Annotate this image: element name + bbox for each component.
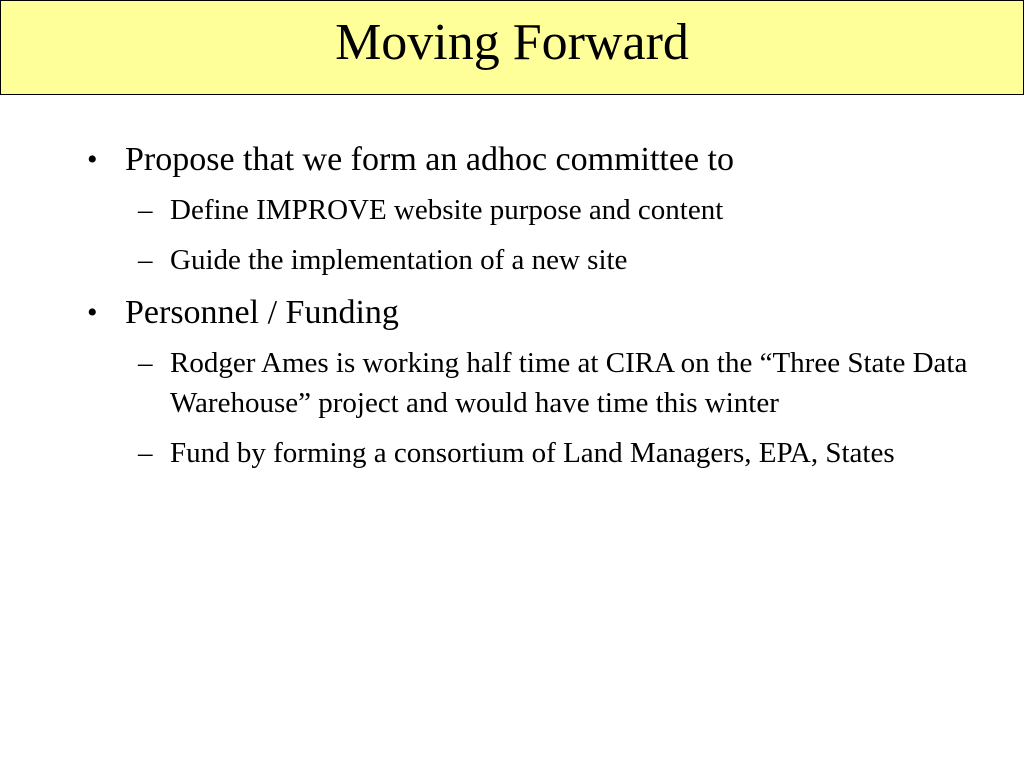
- sub-bullet-item: [138, 343, 970, 423]
- sub-bullet-marker: –: [138, 437, 153, 469]
- sub-bullet-text: Guide the implementation of a new site: [170, 244, 628, 276]
- sub-bullet-text: Define IMPROVE website purpose and content: [170, 194, 724, 226]
- sub-bullet-text: Rodger Ames is working half time at CIRA on the “Three State Data Warehouse” project and would have time this winter: [170, 347, 968, 419]
- title-bar: [0, 0, 1024, 95]
- bullet-text: Propose that we form an adhoc committee to: [125, 141, 734, 178]
- bullet-item: [87, 293, 985, 333]
- slide-title: Moving Forward: [335, 14, 689, 71]
- sub-bullet-item: [138, 190, 970, 230]
- sub-bullet-item: [138, 433, 970, 473]
- sub-bullet-marker: –: [138, 347, 153, 379]
- bullet-marker: •: [87, 296, 98, 329]
- sub-bullet-item: [138, 240, 970, 280]
- bullet-item: [87, 140, 985, 180]
- sub-bullet-marker: –: [138, 244, 153, 276]
- bullet-text: Personnel / Funding: [125, 294, 399, 331]
- slide-body: [0, 140, 1024, 473]
- sub-bullet-marker: –: [138, 194, 153, 226]
- sub-bullet-text: Fund by forming a consortium of Land Managers, EPA, States: [170, 437, 895, 469]
- bullet-marker: •: [87, 143, 98, 176]
